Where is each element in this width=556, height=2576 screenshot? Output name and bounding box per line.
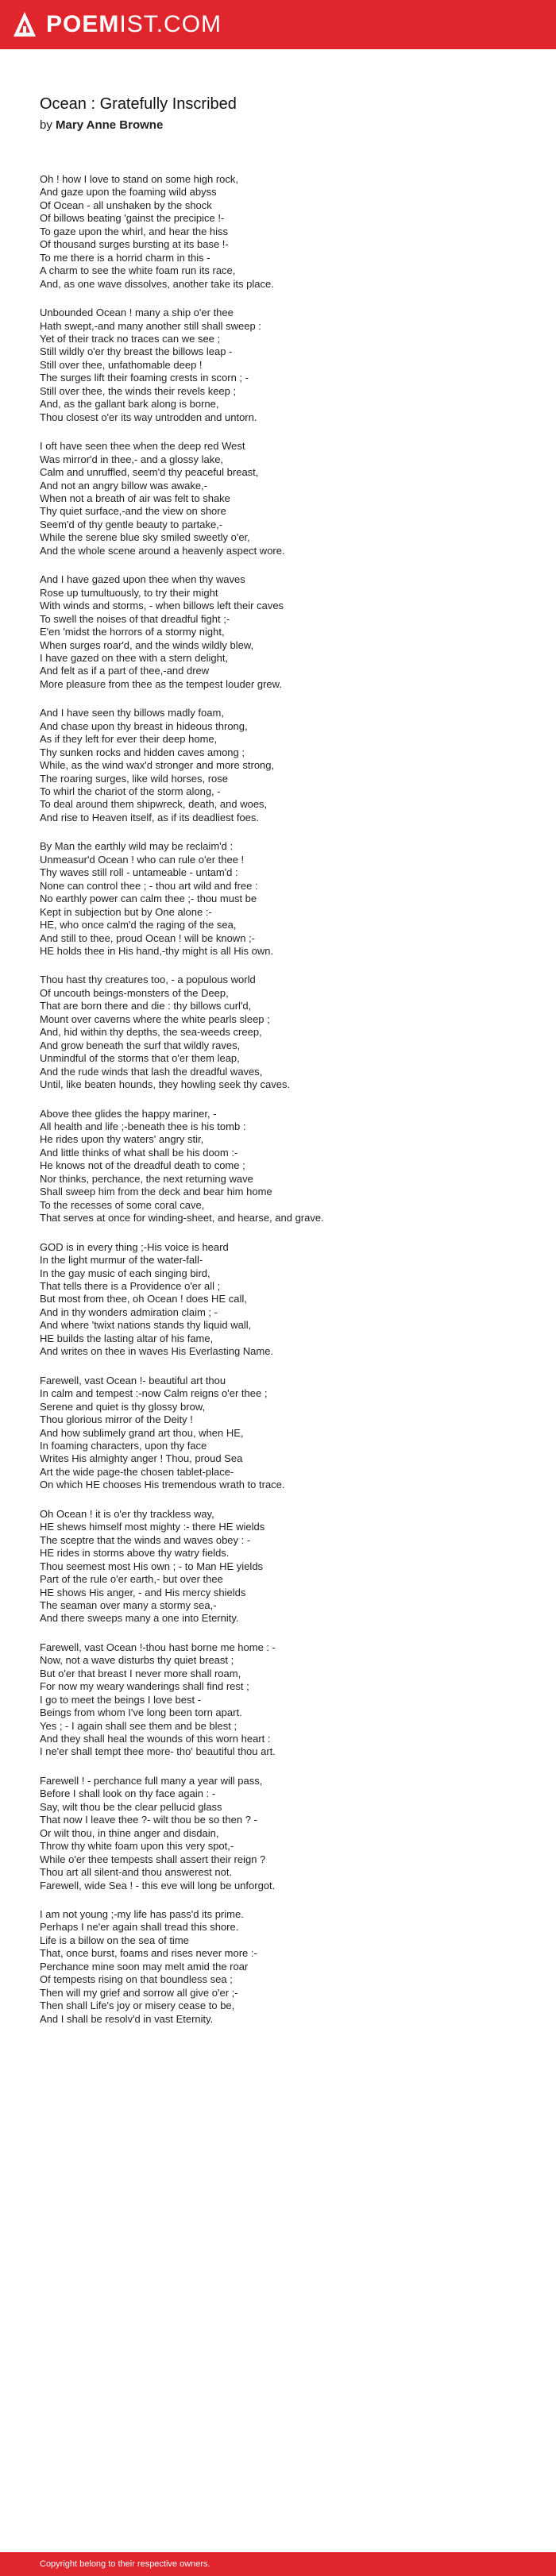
- poem-line: Life is a billow on the sea of time: [40, 1934, 189, 1946]
- poem-line: Thy sunken rocks and hidden caves among ;: [40, 746, 245, 758]
- poem-line: I ne'er shall tempt thee more- tho' beautiful thou art.: [40, 1745, 276, 1758]
- poem-line: In calm and tempest :-now Calm reigns o'er thee ;: [40, 1387, 268, 1400]
- poem-line: On which HE chooses His tremendous wrath to trace.: [40, 1479, 285, 1491]
- poem-line: Yet of their track no traces can we see ;: [40, 332, 221, 345]
- poem-line: To me there is a horrid charm in this -: [40, 251, 210, 264]
- poem-line: Of Ocean - all unshaken by the shock: [40, 199, 212, 211]
- poem-line: And I shall be resolv'd in vast Eternity.: [40, 2012, 214, 2025]
- stanza: [40, 1508, 516, 1625]
- stanza: [40, 307, 516, 424]
- poem-line: In foaming characters, upon thy face: [40, 1439, 207, 1452]
- poem-line: Unbounded Ocean ! many a ship o'er thee: [40, 307, 234, 319]
- poem-line: Seem'd of thy gentle beauty to partake,-: [40, 518, 223, 530]
- stanza: [40, 1908, 516, 2026]
- poem-line: Yes ; - I again shall see them and be blest ;: [40, 1719, 237, 1732]
- poem-line: HE builds the lasting altar of his fame,: [40, 1332, 214, 1344]
- poem-title: Ocean : Gratefully Inscribed: [40, 95, 237, 113]
- poem-line: Still over thee, the winds their revels keep ;: [40, 384, 237, 397]
- poem-line: And little thinks of what shall be his doom :-: [40, 1146, 238, 1159]
- poem-line: Unmindful of the storms that o'er them leap,: [40, 1052, 240, 1065]
- poem-line: Perhaps I ne'er again shall tread this shore.: [40, 1921, 239, 1934]
- poem-line: Thou closest o'er its way untrodden and untorn.: [40, 411, 257, 423]
- poem-line: Calm and unruffled, seem'd thy peaceful breast,: [40, 466, 259, 479]
- poem-line: Then will my grief and sorrow all give o'er ;-: [40, 1986, 238, 1999]
- author-link[interactable]: Mary Anne Browne: [56, 118, 164, 132]
- poem-line: Unmeasur'd Ocean ! who can rule o'er thee !: [40, 853, 245, 866]
- poem-line: Throw thy white foam upon this very spot,-: [40, 1840, 234, 1853]
- poem-line: And the rude winds that lash the dreadful waves,: [40, 1065, 263, 1078]
- poem-line: And there sweeps many a one into Eternity.: [40, 1612, 239, 1625]
- poem-line: While, as the wind wax'd stronger and more strong,: [40, 759, 275, 772]
- poem-line: The surges lift their foaming crests in scorn ; -: [40, 372, 249, 384]
- poem-line: He rides upon thy waters' angry stir,: [40, 1133, 204, 1146]
- poem-line: He knows not of the dreadful death to come ;: [40, 1159, 245, 1172]
- copyright-notice: Copyright belong to their respective owners.: [40, 2559, 210, 2569]
- poem-line: I go to meet the beings I love best -: [40, 1693, 202, 1706]
- poem-line: And how sublimely grand art thou, when HE,: [40, 1426, 244, 1439]
- poem-line: And chase upon thy breast in hideous throng,: [40, 719, 248, 732]
- poem-line: And where 'twixt nations stands thy liquid wall,: [40, 1319, 252, 1332]
- poem-line: Of thousand surges bursting at its base !-: [40, 238, 229, 251]
- poem-line: And they shall heal the wounds of this worn heart :: [40, 1733, 271, 1745]
- poem-line: Of uncouth beings-monsters of the Deep,: [40, 986, 229, 999]
- stanza: [40, 1241, 516, 1359]
- poem-line: Farewell ! - perchance full many a year will pass,: [40, 1774, 263, 1787]
- poem-line: The seaman over many a stormy sea,-: [40, 1598, 217, 1611]
- poem-line: To whirl the chariot of the storm along, -: [40, 785, 221, 798]
- poem-line: Was mirror'd in thee,- and a glossy lake,: [40, 453, 224, 465]
- site-logo[interactable]: [11, 8, 222, 41]
- poem-line: In the light murmur of the water-fall-: [40, 1254, 203, 1267]
- poem-line: That, once burst, foams and rises never more :-: [40, 1947, 257, 1960]
- poem-line: When not a breath of air was felt to shake: [40, 492, 230, 504]
- stanza: [40, 1641, 516, 1759]
- poem-line: I have gazed on thee with a stern delight,: [40, 651, 229, 664]
- poem-line: That now I leave thee ?- wilt thou be so then ? -: [40, 1814, 257, 1826]
- stanza: [40, 173, 516, 291]
- poem-line: HE shows His anger, - and His mercy shields: [40, 1586, 246, 1598]
- poem-line: And, as the gallant bark along is borne,: [40, 398, 219, 411]
- poem-line: Or wilt thou, in thine anger and disdain,: [40, 1826, 219, 1839]
- poem-line: HE shews himself most mighty :- there HE wields: [40, 1521, 265, 1533]
- poem-line: Now, not a wave disturbs thy quiet breast ;: [40, 1654, 234, 1667]
- poem-line: HE rides in storms above thy watry fields.: [40, 1547, 230, 1560]
- poem-line: And not an angry billow was awake,-: [40, 479, 208, 492]
- logo-text-bold: POEM: [46, 11, 120, 37]
- poem-line: Writes His almighty anger ! Thou, proud Sea: [40, 1452, 243, 1465]
- poem-line: And rise to Heaven itself, as if its deadliest foes.: [40, 811, 260, 823]
- poem-line: And I have seen thy billows madly foam,: [40, 707, 224, 719]
- poem-line: Beings from whom I've long been torn apart.: [40, 1706, 242, 1719]
- poem-line: Of billows beating 'gainst the precipice !-: [40, 212, 225, 225]
- poem-line: Thou art all silent-and thou answerest not.: [40, 1866, 233, 1879]
- stanza: [40, 1775, 516, 1892]
- stanza: [40, 974, 516, 1091]
- poem-line: The roaring surges, like wild horses, rose: [40, 772, 228, 785]
- poem-line: And I have gazed upon thee when thy waves: [40, 573, 245, 586]
- site-header: [0, 0, 556, 49]
- quill-logo-icon: [11, 10, 38, 39]
- poem-line: And gaze upon the foaming wild abyss: [40, 186, 217, 199]
- poem-line: I am not young ;-my life has pass'd its prime.: [40, 1908, 244, 1921]
- poem-line: Perchance mine soon may melt amid the roar: [40, 1960, 249, 1972]
- poem-line: Kept in subjection but by One alone :-: [40, 905, 212, 918]
- poem-line: Thou glorious mirror of the Deity !: [40, 1413, 193, 1426]
- poem-line: Above thee glides the happy mariner, -: [40, 1107, 217, 1120]
- poem-line: In the gay music of each singing bird,: [40, 1267, 210, 1279]
- poem-line: Mount over caverns where the white pearls sleep ;: [40, 1012, 270, 1025]
- poem-line: To deal around them shipwreck, death, and woes,: [40, 798, 268, 811]
- poem-line: And, hid within thy depths, the sea-weeds creep,: [40, 1026, 262, 1039]
- byline-prefix: by: [40, 118, 52, 132]
- poem-line: And grow beneath the surf that wildly raves,: [40, 1039, 241, 1051]
- poem-line: None can control thee ; - thou art wild and free :: [40, 879, 258, 892]
- poem-line: That serves at once for winding-sheet, and hearse, and grave.: [40, 1212, 324, 1224]
- poem-line: HE, who once calm'd the raging of the sea,: [40, 919, 237, 931]
- stanza: [40, 1108, 516, 1225]
- poem-line: Part of the rule o'er earth,- but over thee: [40, 1573, 223, 1586]
- poem-line: But most from thee, oh Ocean ! does HE call,: [40, 1293, 247, 1305]
- poem-line: Farewell, vast Ocean !- beautiful art thou: [40, 1374, 226, 1386]
- stanza: [40, 840, 516, 958]
- poem-line: No earthly power can calm thee ;- thou must be: [40, 893, 257, 905]
- poem-line: Oh Ocean ! it is o'er thy trackless way,: [40, 1507, 214, 1520]
- poem-line: Oh ! how I love to stand on some high rock,: [40, 173, 239, 185]
- poem-line: Farewell, wide Sea ! - this eve will long be unforgot.: [40, 1879, 276, 1892]
- poem-line: Say, wilt thou be the clear pellucid glass: [40, 1800, 222, 1813]
- poem-line: Art the wide page-the chosen tablet-place-: [40, 1465, 234, 1478]
- poem-line: When surges roar'd, and the winds wildly blew,: [40, 638, 254, 651]
- poem-line: And, as one wave dissolves, another take its place.: [40, 277, 274, 290]
- stanza: [40, 707, 516, 824]
- poem-line: To the recesses of some coral cave,: [40, 1198, 205, 1211]
- poem-line: Thou hast thy creatures too, - a populous world: [40, 974, 256, 986]
- poem-line: That are born there and die : thy billows curl'd,: [40, 1000, 252, 1012]
- poem-body: [40, 173, 516, 2042]
- poem-line: Rose up tumultuously, to try their might: [40, 586, 218, 599]
- poem-line: While o'er thee tempests shall assert their reign ?: [40, 1853, 266, 1865]
- poem-line: Of tempests rising on that boundless sea ;: [40, 1973, 233, 1986]
- poem-line: But o'er that breast I never more shall roam,: [40, 1667, 241, 1679]
- poem-line: And felt as if a part of thee,-and drew: [40, 665, 210, 677]
- poem-line: A charm to see the white foam run its race,: [40, 264, 236, 277]
- poem-line: Nor thinks, perchance, the next returning wave: [40, 1172, 253, 1185]
- logo-wordmark: [46, 8, 222, 41]
- poem-line: All health and life ;-beneath thee is his tomb :: [40, 1120, 246, 1132]
- poem-line: Then shall Life's joy or misery cease to be,: [40, 1999, 235, 2012]
- poem-line: As if they left for ever their deep home,: [40, 733, 218, 746]
- poem-line: Thy quiet surface,-and the view on shore: [40, 505, 226, 518]
- poem-line: While the serene blue sky smiled sweetly o'er,: [40, 531, 250, 544]
- stanza: [40, 573, 516, 691]
- poem-line: And in thy wonders admiration claim ; -: [40, 1305, 218, 1318]
- poem-line: Still over thee, unfathomable deep !: [40, 358, 203, 371]
- poem-line: That tells there is a Providence o'er all ;: [40, 1279, 221, 1292]
- poem-line: Thou seemest most His own ; - to Man HE yields: [40, 1560, 264, 1572]
- poem-line: Serene and quiet is thy glossy brow,: [40, 1400, 206, 1413]
- poem-line: Thy waves still roll - untameable - untam'd :: [40, 866, 238, 879]
- poem-line: More pleasure from thee as the tempest louder grew.: [40, 677, 282, 690]
- poem-line: The sceptre that the winds and waves obey : -: [40, 1533, 251, 1546]
- poem-line: Still wildly o'er thy breast the billows leap -: [40, 345, 233, 358]
- poem-line: And still to thee, proud Ocean ! will be known ;-: [40, 931, 255, 944]
- poem-line: Before I shall look on thy face again : -: [40, 1787, 216, 1800]
- poem-line: To gaze upon the whirl, and hear the hiss: [40, 225, 229, 237]
- poem-line: Until, like beaten hounds, they howling seek thy caves.: [40, 1078, 291, 1091]
- poem-line: For now my weary wanderings shall find rest ;: [40, 1680, 249, 1693]
- poem-line: And the whole scene around a heavenly aspect wore.: [40, 544, 285, 557]
- poem-line: By Man the earthly wild may be reclaim'd :: [40, 840, 234, 853]
- site-footer: [0, 2552, 556, 2576]
- stanza: [40, 1375, 516, 1492]
- poem-line: GOD is in every thing ;-His voice is heard: [40, 1240, 229, 1253]
- poem-line: Farewell, vast Ocean !-thou hast borne me home : -: [40, 1641, 276, 1653]
- poem-line: And writes on thee in waves His Everlasting Name.: [40, 1345, 274, 1358]
- logo-text-light: IST.COM: [119, 11, 222, 37]
- poem-header: [40, 94, 516, 133]
- poem-line: Hath swept,-and many another still shall sweep :: [40, 319, 261, 332]
- poem-line: To swell the noises of that dreadful fight ;-: [40, 612, 230, 625]
- byline: [40, 118, 516, 133]
- poem-line: Shall sweep him from the deck and bear him home: [40, 1186, 272, 1198]
- poem-line: HE holds thee in His hand,-thy might is all His own.: [40, 945, 274, 958]
- stanza: [40, 440, 516, 557]
- poem-line: I oft have seen thee when the deep red West: [40, 440, 245, 453]
- poem-line: E'en 'midst the horrors of a stormy night,: [40, 626, 225, 638]
- poem-line: With winds and storms, - when billows left their caves: [40, 600, 284, 612]
